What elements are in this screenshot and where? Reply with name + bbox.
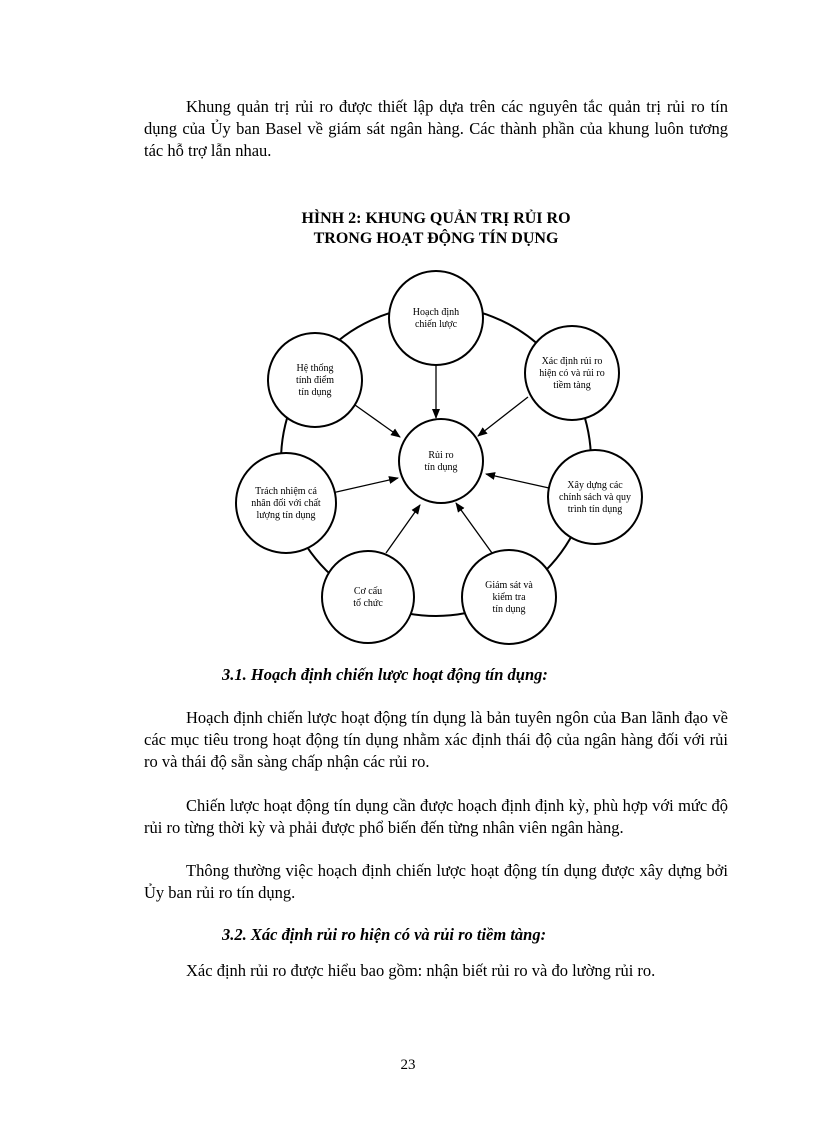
node-policy bbox=[548, 450, 642, 544]
node-center bbox=[399, 419, 483, 503]
node-organization-label-line: tổ chức bbox=[353, 598, 383, 609]
node-scoring-label-line: tính điểm bbox=[295, 375, 335, 386]
node-center-label bbox=[424, 450, 457, 473]
node-organization-label-line: Cơ cấu bbox=[353, 586, 383, 597]
node-responsibility bbox=[236, 453, 336, 553]
node-strategy-label bbox=[413, 307, 459, 330]
section-3-1-paragraph-3: Thông thường việc hoạch định chiến lược hoạt động tín dụng được xây dựng bởi Ủy ban rủi ro tín dụng. bbox=[144, 861, 728, 902]
section-3-1-paragraph-2: Chiến lược hoạt động tín dụng cần được hoạch định định kỳ, phù hợp với mức độ rủi ro từng thời kỳ và phải được phổ biến đến từng nhân viên ngân hàng. bbox=[144, 796, 728, 837]
arrow-policy-to-center bbox=[486, 474, 549, 488]
node-organization-circle bbox=[322, 551, 414, 643]
node-center-circle bbox=[399, 419, 483, 503]
figure-title-line-2: TRONG HOẠT ĐỘNG TÍN DỤNG bbox=[313, 230, 559, 247]
node-scoring bbox=[268, 333, 362, 427]
node-strategy-label-line: chiến lược bbox=[414, 319, 458, 330]
node-organization bbox=[322, 551, 414, 643]
node-policy-label bbox=[559, 480, 631, 515]
node-scoring-label bbox=[296, 363, 334, 398]
figure-title-line-1: HÌNH 2: KHUNG QUẢN TRỊ RỦI RO bbox=[301, 210, 571, 227]
intro-paragraph: Khung quản trị rủi ro được thiết lập dựa trên các nguyên tắc quản trị rủi ro tín dụng của Ủy ban Basel về giám sát ngân hàng. Các thành phần của khung luôn tương tác hỗ trợ lẫn nhau. bbox=[144, 97, 728, 160]
node-scoring-label-line: Hệ thống bbox=[296, 363, 334, 374]
node-responsibility-label bbox=[251, 486, 321, 521]
section-3-1-heading: 3.1. Hoạch định chiến lược hoạt động tín dụng: bbox=[222, 665, 548, 684]
arrow-responsibility-to-center bbox=[332, 478, 398, 493]
node-policy-label-line: Xây dựng các bbox=[567, 480, 623, 491]
node-center-label-line: tín dụng bbox=[424, 462, 458, 473]
arrow-monitor-to-center bbox=[456, 503, 492, 553]
arrow-organization-to-center bbox=[386, 505, 420, 553]
node-identify-label-line: tiềm tàng bbox=[553, 380, 591, 391]
node-policy-label-line: trình tín dụng bbox=[567, 504, 623, 515]
node-monitor-label-line: Giám sát và bbox=[485, 580, 533, 591]
node-responsibility-label-line: Trách nhiệm cá bbox=[255, 486, 317, 497]
node-identify-label-line: hiện có và rủi ro bbox=[539, 368, 605, 379]
node-responsibility-label-line: nhân đối với chất bbox=[251, 498, 321, 509]
arrow-scoring-to-center bbox=[355, 405, 400, 437]
node-organization-label bbox=[353, 586, 383, 609]
node-strategy bbox=[389, 271, 483, 365]
node-monitor bbox=[462, 550, 556, 644]
node-identify bbox=[525, 326, 619, 420]
section-3-1-paragraph-1: Hoạch định chiến lược hoạt động tín dụng là bản tuyên ngôn của Ban lãnh đạo về các mục tiêu trong hoạt động tín dụng nhằm xác định thái độ của ngân hàng đối với rủi ro và thái độ sẵn sàng chấp nhận các rủi ro. bbox=[144, 708, 728, 771]
node-identify-label-line: Xác định rủi ro bbox=[541, 356, 603, 367]
page-number: 23 bbox=[400, 1057, 416, 1073]
node-strategy-label-line: Hoạch định bbox=[412, 307, 460, 318]
section-3-2-heading: 3.2. Xác định rủi ro hiện có và rủi ro tiềm tàng: bbox=[222, 925, 547, 944]
arrow-identify-to-center bbox=[478, 397, 528, 436]
node-responsibility-label-line: lượng tín dụng bbox=[256, 510, 316, 521]
section-3-2-paragraph-1: Xác định rủi ro được hiểu bao gồm: nhận biết rủi ro và đo lường rủi ro. bbox=[186, 961, 656, 980]
node-monitor-label-line: kiểm tra bbox=[492, 592, 526, 603]
node-scoring-label-line: tín dụng bbox=[298, 387, 332, 398]
node-monitor-label-line: tín dụng bbox=[492, 604, 526, 615]
node-center-label-line: Rủi ro bbox=[428, 450, 454, 461]
node-policy-label-line: chính sách và quy bbox=[559, 492, 631, 503]
node-strategy-circle bbox=[389, 271, 483, 365]
